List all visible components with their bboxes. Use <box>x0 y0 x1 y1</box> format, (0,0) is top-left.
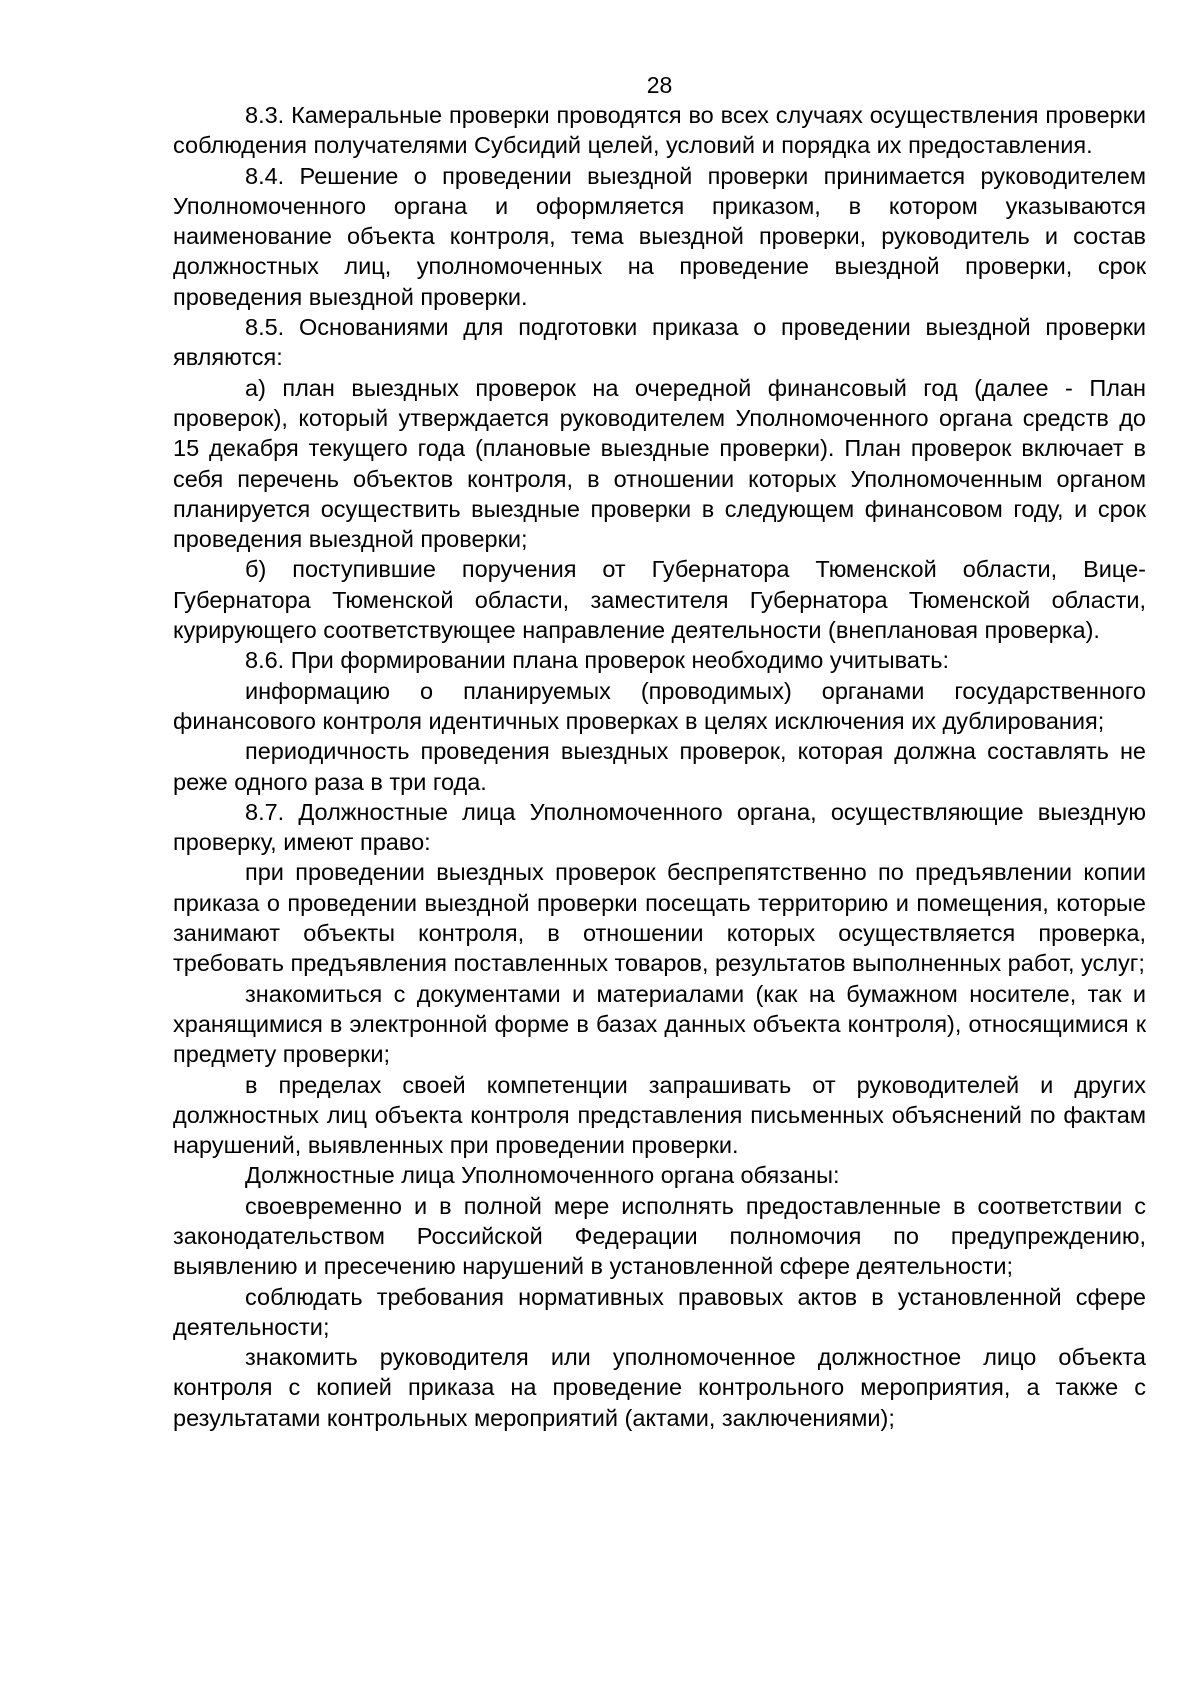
paragraph-8-6: 8.6. При формировании плана проверок необходимо учитывать: <box>245 647 949 674</box>
paragraph-8-5: 8.5. Основаниями для подготовки приказа о проведении выездной проверки являются: <box>173 314 1146 371</box>
paragraph-duty-2: соблюдать требования нормативных правовых актов в установленной сфере деятельности; <box>173 1283 1146 1340</box>
paragraph-8-6-item-1: информацию о планируемых (проводимых) органами государственного финансового контроля идентичных проверках в целях исключения их дублирования; <box>173 677 1146 734</box>
paragraph-8-7-right-3: в пределах своей компетенции запрашивать от руководителей и других должностных лиц объекта контроля представления письменных объяснений по фактам нарушений, выявленных при проведении проверки. <box>173 1071 1146 1159</box>
paragraph-duty-1: своевременно и в полной мере исполнять предоставленные в соответствии с законодательством Российской Федерации полномочия по предупреждению, выявлению и пресечению нарушений в установленной сфере деятельности; <box>173 1192 1146 1280</box>
paragraph-8-3: 8.3. Камеральные проверки проводятся во всех случаях осуществления проверки соблюдения получателями Субсидий целей, условий и порядка их предоставления. <box>173 102 1146 159</box>
paragraph-8-5-a: а) план выездных проверок на очередной финансовый год (далее - План проверок), который утверждается руководителем Уполномоченного органа средств до 15 декабря текущего года (плановые выездные проверки). План проверок включает в себя перечень объектов контроля, в отношении которых Уполномоченным органом планируется осуществить выездные проверки в следующем финансовом году, и срок проведения выездной проверки; <box>173 374 1146 553</box>
paragraph-8-6-item-2: периодичность проведения выездных проверок, которая должна составлять не реже одного раза в три года. <box>173 738 1146 795</box>
document-page <box>173 70 1146 1433</box>
page-number: 28 <box>646 72 673 98</box>
paragraph-8-7-right-1: при проведении выездных проверок беспрепятственно по предъявлении копии приказа о проведении выездной проверки посещать территорию и помещения, которые занимают объекты контроля, в отношении которых осуществляется проверка, требовать предъявления поставленных товаров, результатов выполненных работ, услуг; <box>173 859 1146 977</box>
paragraph-duties-heading: Должностные лица Уполномоченного органа обязаны: <box>245 1162 840 1189</box>
paragraph-8-4: 8.4. Решение о проведении выездной проверки принимается руководителем Уполномоченного органа и оформляется приказом, в котором указываются наименование объекта контроля, тема выездной проверки, руководитель и состав должностных лиц, уполномоченных на проведение выездной проверки, срок проведения выездной проверки. <box>173 162 1146 310</box>
paragraph-8-7: 8.7. Должностные лица Уполномоченного органа, осуществляющие выездную проверку, имеют право: <box>173 798 1146 856</box>
paragraph-duty-3: знакомить руководителя или уполномоченное должностное лицо объекта контроля с копией приказа на проведение контрольного мероприятия, а также с результатами контрольных мероприятий (актами, заключениями); <box>173 1344 1146 1431</box>
paragraph-8-7-right-2: знакомиться с документами и материалами (как на бумажном носителе, так и хранящимися в электронной форме в базах данных объекта контроля), относящимися к предмету проверки; <box>173 980 1146 1068</box>
paragraph-8-5-b: б) поступившие поручения от Губернатора Тюменской области, Вице-Губернатора Тюменской области, заместителя Губернатора Тюменской области, курирующего соответствующее направление деятельности (внеплановая проверка). <box>173 556 1146 644</box>
